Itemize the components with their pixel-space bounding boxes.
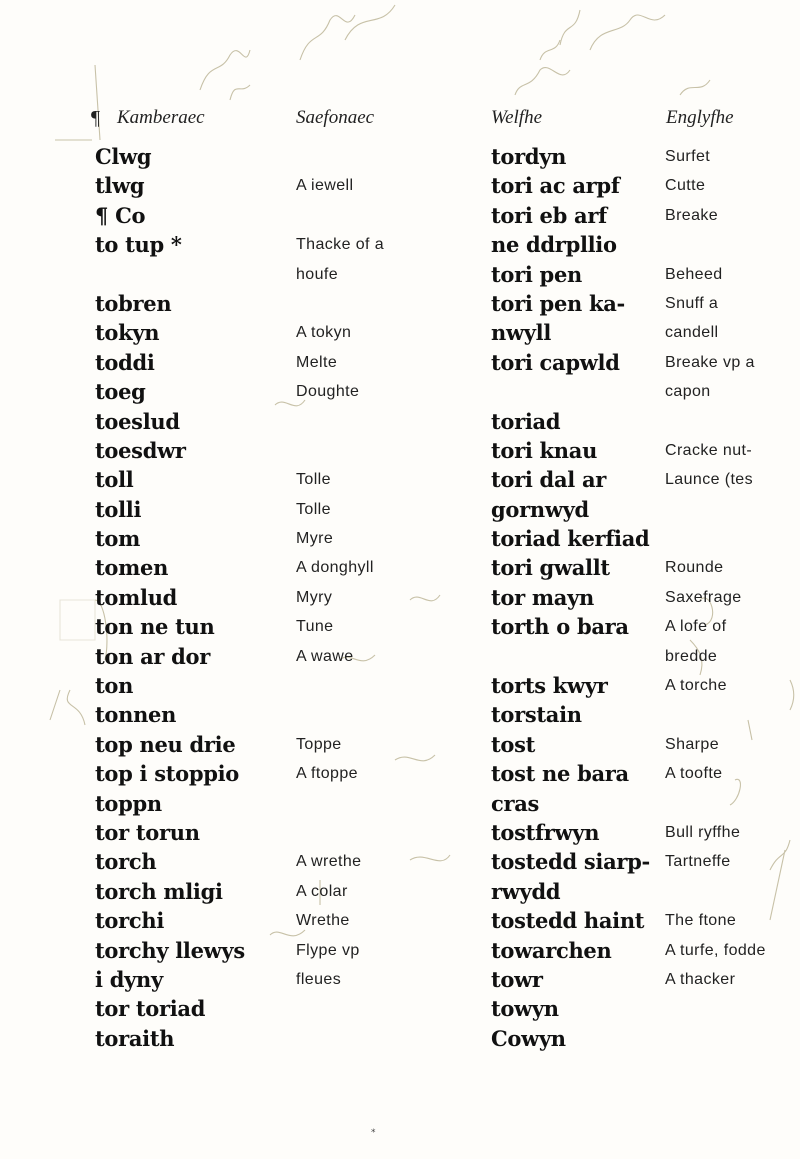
col2-entry xyxy=(296,289,486,318)
col1-entry: toraith xyxy=(95,1025,175,1051)
col1-entry: top neu drie xyxy=(95,731,236,757)
col2-entry xyxy=(296,407,486,436)
col4-entry: A lofe of xyxy=(665,618,727,636)
col4-entry: A thacker xyxy=(665,970,736,988)
col1-entry: tomlud xyxy=(95,584,178,610)
col3-entry: tostfrwyn xyxy=(491,819,600,845)
footer-asterisk: * xyxy=(371,1128,376,1138)
col1-entry: toll xyxy=(95,467,134,493)
col3-entry: toriad kerfiad xyxy=(491,526,650,552)
col4-entry: Surfet xyxy=(665,148,711,165)
col3-entry: torts kwyr xyxy=(491,673,608,699)
col2-entry xyxy=(296,789,486,818)
col3-entry: tori knau xyxy=(491,437,598,463)
col3-entry: tost ne bara xyxy=(491,761,629,787)
col3-entry: torstain xyxy=(491,702,582,728)
header-welfhe: Welfhe xyxy=(491,107,543,128)
col4-entry: Rounde xyxy=(665,559,724,577)
col2-entry: Tolle xyxy=(296,471,331,489)
col4-entry: Breake xyxy=(665,206,719,224)
col3-entry: tori pen ka- xyxy=(491,290,625,316)
col2-entry: A iewell xyxy=(296,177,354,195)
col3-entry: torth o bara xyxy=(491,614,629,640)
col3-entry: towr xyxy=(491,966,543,992)
col3-entry: tori eb arf xyxy=(491,202,607,228)
col2-entry xyxy=(296,671,486,700)
col4-entry: Breake vp a xyxy=(665,353,755,371)
col1-entry: to tup * xyxy=(95,232,182,258)
col3-entry: tori ac arpf xyxy=(491,173,620,199)
col4-entry xyxy=(665,700,800,729)
col3-entry: ne ddrpllio xyxy=(491,232,617,258)
col2-entry: Myry xyxy=(296,588,333,606)
col2-entry: Tolle xyxy=(296,500,331,518)
col3-entry: towarchen xyxy=(491,937,612,963)
col2-entry xyxy=(296,436,486,465)
col1-entry: tor toriad xyxy=(95,996,206,1022)
col1-entry: tom xyxy=(95,526,141,552)
col2-entry xyxy=(296,142,486,171)
col2-entry: Myre xyxy=(296,530,334,548)
col3-entry: gornwyd xyxy=(491,496,589,522)
col1-entry: toppn xyxy=(95,790,162,816)
col3-entry xyxy=(491,377,681,406)
col2-entry xyxy=(296,201,486,230)
col3-entry: tori pen xyxy=(491,261,582,287)
col4-entry: A turfe, fodde xyxy=(665,941,766,959)
col1-entry: torchi xyxy=(95,908,165,934)
col4-entry xyxy=(665,789,800,818)
col1-entry: ¶ Co xyxy=(95,202,146,228)
col3-entry: toriad xyxy=(491,408,561,434)
col3-entry: tost xyxy=(491,731,536,757)
col1-entry: ton ar dor xyxy=(95,643,211,669)
col1-entry: ton xyxy=(95,673,134,699)
col3-entry: tori gwallt xyxy=(491,555,610,581)
col1-entry: Clwg xyxy=(95,144,152,169)
col4-entry xyxy=(665,524,800,553)
col4-entry: Tartneffe xyxy=(665,853,731,871)
col2-entry: Flype vp xyxy=(296,941,360,959)
col1-entry: tobren xyxy=(95,290,172,316)
col3-entry: tostedd siarp- xyxy=(491,849,650,875)
col1-entry: toeg xyxy=(95,379,146,405)
col2-entry: fleues xyxy=(296,970,342,988)
col1-entry: tomen xyxy=(95,555,169,581)
col2-entry xyxy=(296,818,486,847)
col3-entry: towyn xyxy=(491,996,559,1022)
col1-entry: tolli xyxy=(95,496,142,522)
col1-entry: torch mligi xyxy=(95,878,223,904)
col3-entry: tori dal ar xyxy=(491,467,607,493)
col2-entry: houfe xyxy=(296,265,339,283)
col1-entry: tlwg xyxy=(95,173,145,199)
col3-entry: cras xyxy=(491,790,540,816)
col2-entry: A wrethe xyxy=(296,853,362,871)
col4-entry: Beheed xyxy=(665,265,723,283)
header-englyfhe: Englyfhe xyxy=(666,107,734,128)
header-saefonaec: Saefonaec xyxy=(296,107,375,128)
column-english-left xyxy=(296,142,486,1053)
col2-entry xyxy=(296,1024,486,1053)
col4-entry: Sharpe xyxy=(665,735,719,753)
col3-entry: nwyll xyxy=(491,320,552,346)
col4-entry xyxy=(665,230,800,259)
col1-entry: tonnen xyxy=(95,702,177,728)
col4-entry: Cutte xyxy=(665,177,706,195)
col3-entry xyxy=(491,642,681,671)
col4-entry xyxy=(665,1024,800,1053)
column-header-row xyxy=(0,107,800,143)
col1-entry: torch xyxy=(95,849,157,875)
col1-entry: ton ne tun xyxy=(95,614,215,640)
col2-entry: Tune xyxy=(296,618,334,636)
col1-entry: i dyny xyxy=(95,966,163,992)
column-welsh-left xyxy=(95,142,295,1053)
col4-entry: capon xyxy=(665,383,711,401)
col3-entry: tostedd haint xyxy=(491,908,645,934)
col2-entry: A colar xyxy=(296,882,348,900)
col2-entry: Doughte xyxy=(296,383,360,401)
col2-entry: A ftoppe xyxy=(296,765,358,783)
col2-entry: A tokyn xyxy=(296,324,352,342)
col4-entry: Cracke nut- xyxy=(665,441,753,459)
col1-entry: tor torun xyxy=(95,819,200,845)
col4-entry: A torche xyxy=(665,677,727,695)
col3-entry: tori capwld xyxy=(491,349,620,375)
col4-entry xyxy=(665,994,800,1023)
col2-entry: A wawe xyxy=(296,647,354,665)
col1-entry: tokyn xyxy=(95,320,160,346)
col1-entry xyxy=(95,260,295,289)
col3-entry: tor mayn xyxy=(491,584,594,610)
col4-entry: candell xyxy=(665,324,719,342)
col2-entry: A donghyll xyxy=(296,559,374,577)
col3-entry: rwydd xyxy=(491,878,561,904)
col4-entry: A toofte xyxy=(665,765,723,783)
col4-entry xyxy=(665,877,800,906)
col1-entry: toeslud xyxy=(95,408,180,434)
col1-entry: torchy llewys xyxy=(95,937,245,963)
col2-entry xyxy=(296,994,486,1023)
col2-entry: Melte xyxy=(296,353,338,371)
col2-entry: Thacke of a xyxy=(296,236,385,254)
col3-entry: Cowyn xyxy=(491,1025,566,1051)
col4-entry: The ftone xyxy=(665,912,737,930)
col4-entry: bredde xyxy=(665,647,718,665)
col4-entry: Launce (tes xyxy=(665,471,754,489)
col4-entry xyxy=(665,495,800,524)
col4-entry: Snuff a xyxy=(665,294,719,312)
col1-entry: toesdwr xyxy=(95,437,186,463)
col1-entry: toddi xyxy=(95,349,155,375)
column-english-right xyxy=(665,142,800,1053)
col4-entry xyxy=(665,407,800,436)
header-kamberaec: Kamberaec xyxy=(117,107,205,128)
col2-entry: Wrethe xyxy=(296,912,350,930)
col2-entry: Toppe xyxy=(296,735,342,753)
col1-entry: top i stoppio xyxy=(95,761,239,787)
col2-entry xyxy=(296,700,486,729)
pilcrow-mark: ¶ xyxy=(91,107,101,129)
col4-entry: Bull ryffhe xyxy=(665,823,741,841)
col3-entry: tordyn xyxy=(491,144,567,169)
column-welsh-right xyxy=(491,142,681,1053)
col4-entry: Saxefrage xyxy=(665,588,742,606)
